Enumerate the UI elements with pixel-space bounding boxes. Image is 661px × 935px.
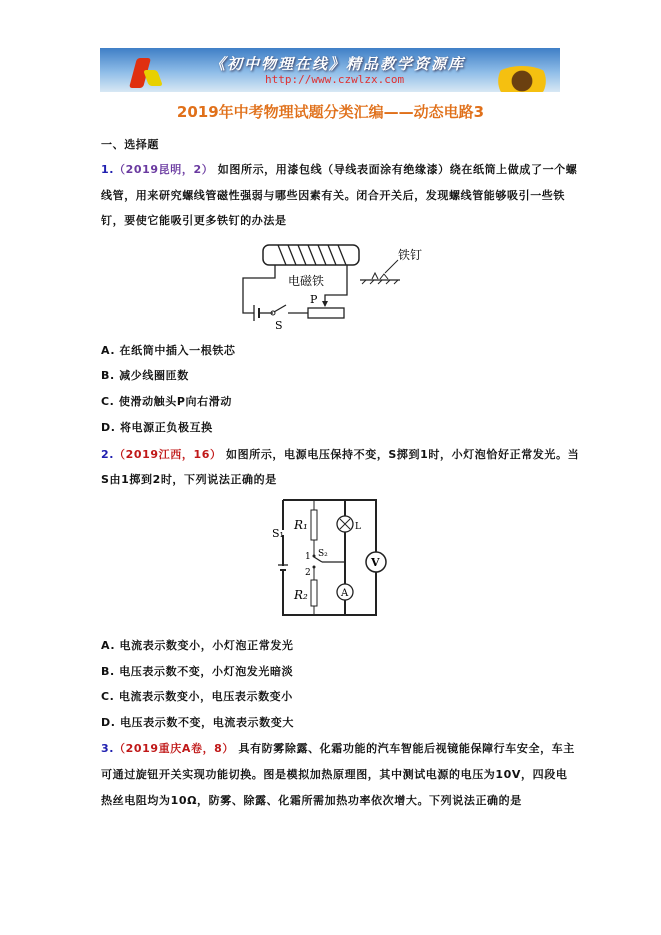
q3-line-3: 热丝电阻均为10Ω，防雾、除露、化霜所需加热功率依次增大。下列说法正确的是 (101, 794, 522, 807)
q2-option-c[interactable]: C. 电流表示数变小，电压表示数变小 (101, 690, 293, 703)
banner-title: 《初中物理在线》精品教学资源库 (210, 55, 466, 73)
r2-label: R₂ (294, 588, 308, 602)
q1-option-b[interactable]: B. 减少线圈匝数 (101, 369, 189, 382)
q3-number: 3. (101, 742, 115, 755)
contact-2-label: 2 (305, 568, 311, 578)
q2-text: 如图所示，电源电压保持不变，S掷到1时，小灯泡恰好正常发光。当 (226, 448, 580, 461)
sunflower-image (492, 66, 552, 92)
q1-option-d[interactable]: D. 将电源正负极互换 (101, 421, 213, 434)
q3-text: 具有防雾除露、化霜功能的汽车智能后视镜能保障行车安全，车主 (238, 742, 575, 755)
switch-label: S (275, 319, 283, 332)
q1-text: 如图所示，用漆包线（导线表面涂有绝缘漆）绕在纸筒上做成了一个螺 (217, 163, 578, 176)
q2-line-1 (101, 446, 579, 462)
q1-option-a[interactable]: A. 在纸筒中插入一根铁芯 (101, 344, 236, 357)
ammeter-label: A (341, 588, 349, 599)
q2-line-2: S由1掷到2时，下列说法正确的是 (101, 473, 277, 486)
q3-line-1 (101, 740, 575, 756)
q2-option-d[interactable]: D. 电压表示数不变，电流表示数变大 (101, 716, 294, 729)
q2-option-a[interactable]: A. 电流表示数变小，小灯泡正常发光 (101, 639, 294, 652)
q2-option-b[interactable]: B. 电压表示数不变，小灯泡发光暗淡 (101, 665, 294, 678)
section-heading: 一、选择题 (101, 138, 159, 151)
lamp-label: L (355, 522, 361, 532)
slider-label: P (310, 293, 318, 306)
voltmeter-label: V (371, 556, 380, 569)
electromagnet-label: 电磁铁 (288, 274, 325, 288)
q1-line-2: 线管，用来研究螺线管磁性强弱与哪些因素有关。闭合开关后，发现螺线管能够吸引一些铁 (101, 189, 565, 202)
logo-icon-accent (143, 70, 163, 86)
q1-option-c[interactable]: C. 使滑动触头P向右滑动 (101, 395, 232, 408)
s2-label: S₂ (318, 549, 328, 559)
q2-source: （2019江西，16） (114, 448, 222, 461)
q1-line-3: 钉，要使它能吸引更多铁钉的办法是 (101, 214, 287, 227)
electromagnet-circuit-figure (230, 235, 440, 335)
site-banner (100, 48, 560, 92)
banner-url[interactable]: http://www.czwlzx.com (265, 73, 405, 86)
r1-label: R₁ (294, 518, 308, 532)
q3-source: （2019重庆A卷，8） (114, 742, 235, 755)
q1-source: （2019昆明，2） (114, 163, 214, 176)
q3-line-2: 可通过旋钮开关实现功能切换。图是模拟加热原理图，其中测试电源的电压为10V，四段电 (101, 768, 568, 781)
q1-line-1 (101, 161, 577, 177)
nails-label: 铁钉 (398, 248, 423, 262)
q2-number: 2. (101, 448, 115, 461)
s1-label: S₁ (272, 527, 284, 540)
page-title: 2019年中考物理试题分类汇编——动态电路3 (176, 103, 485, 121)
switch-circuit-figure (250, 495, 390, 625)
q1-number: 1. (101, 163, 115, 176)
contact-1-label: 1 (305, 552, 311, 562)
